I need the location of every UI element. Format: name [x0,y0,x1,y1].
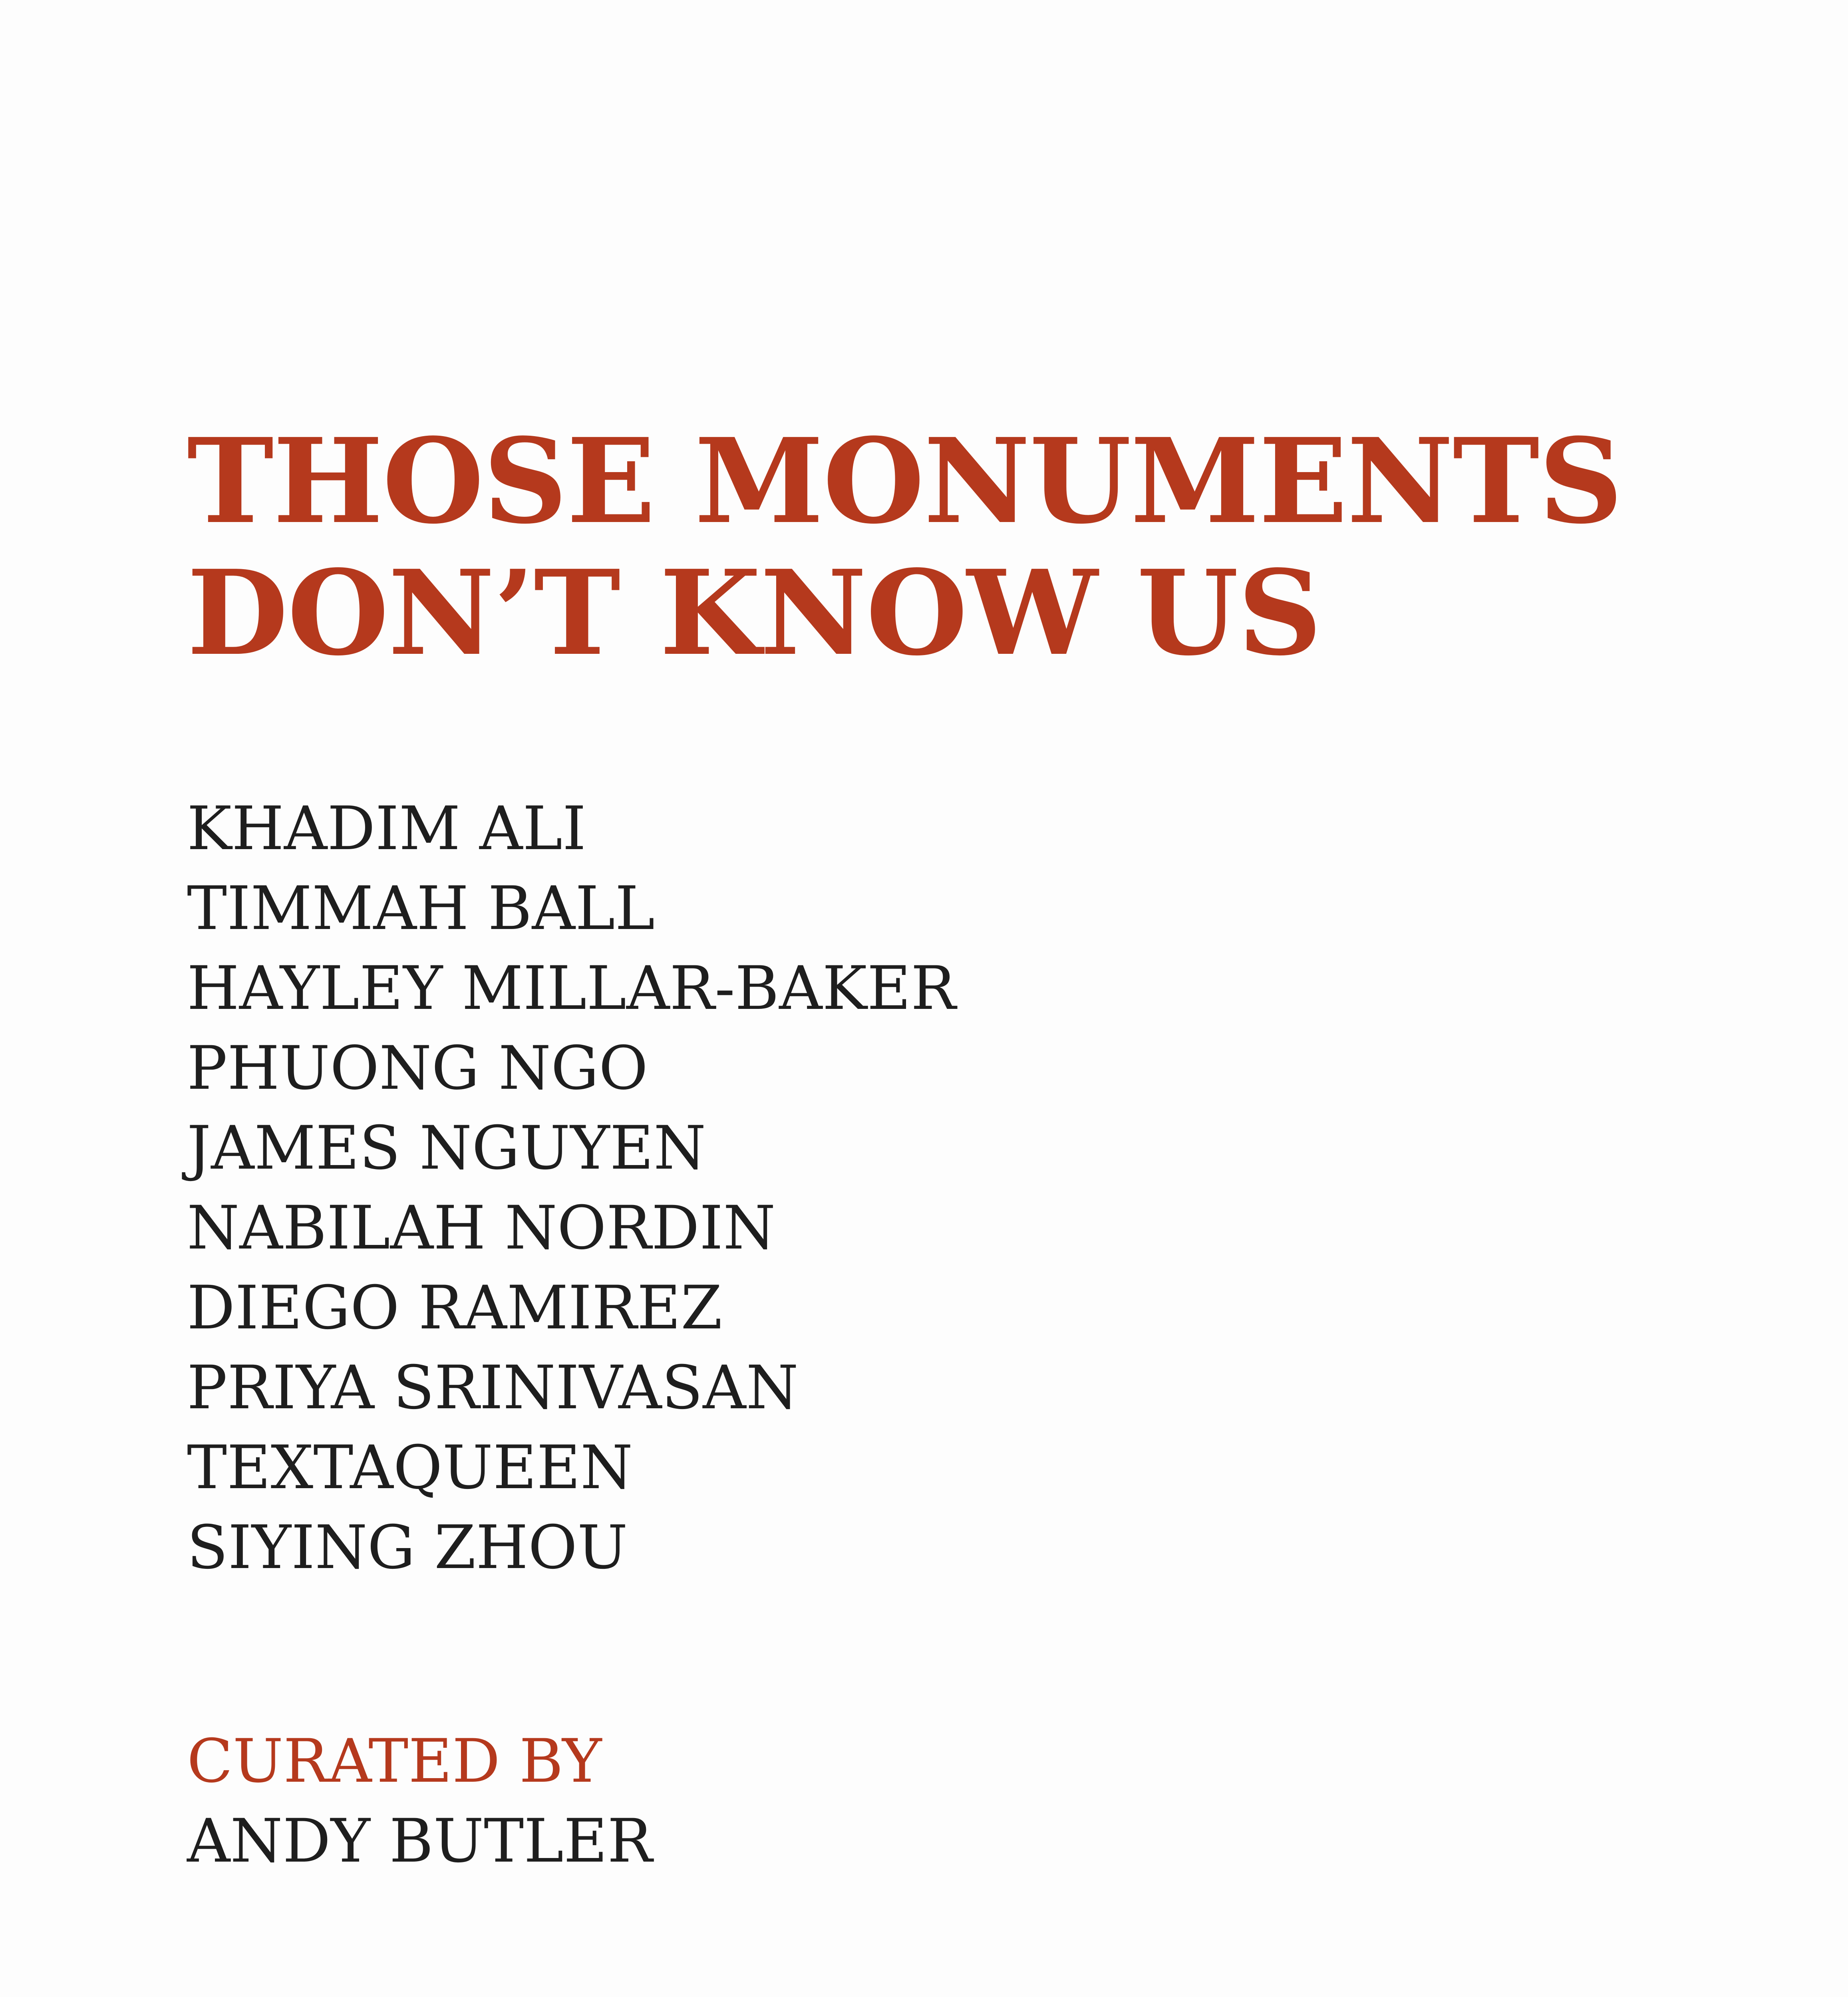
artist-name: DIEGO RAMIREZ [187,1273,723,1343]
curated-by-label: CURATED BY [187,1727,602,1796]
title-line-2: DON’T KNOW US [187,544,1321,681]
artist-name: HAYLEY MILLAR-BAKER [187,954,956,1023]
artist-name: PRIYA SRINIVASAN [187,1353,799,1423]
artist-name: TEXTAQUEEN [187,1433,633,1503]
artist-name: SIYING ZHOU [187,1513,628,1582]
artist-name: PHUONG NGO [187,1034,648,1103]
title-line-1: THOSE MONUMENTS [187,413,1622,550]
artist-name: TIMMAH BALL [187,874,655,943]
curator-name: ANDY BUTLER [187,1806,653,1876]
artist-list [187,789,956,1588]
page-title [187,415,1745,679]
curator-credit [187,1721,652,1881]
artist-name: JAMES NGUYEN [187,1114,706,1183]
artist-name: KHADIM ALI [187,794,586,864]
artist-name: NABILAH NORDIN [187,1193,776,1263]
